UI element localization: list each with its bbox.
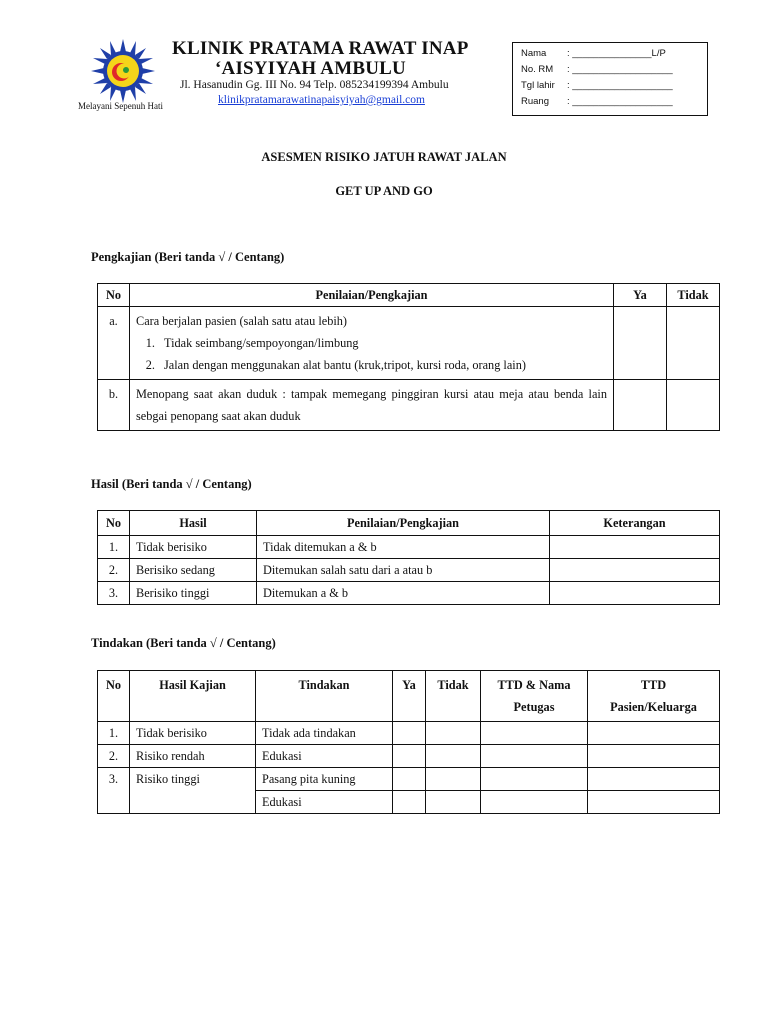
id-value: : ___________________ — [567, 96, 673, 107]
tidak-checkbox-cell[interactable] — [667, 307, 720, 380]
ttd-petugas-cell[interactable] — [481, 722, 588, 745]
keterangan-cell[interactable] — [550, 536, 720, 559]
clinic-tagline: Melayani Sepenuh Hati — [78, 101, 163, 111]
table-row — [98, 722, 720, 745]
id-value: : ___________________ — [567, 64, 673, 75]
action-tindakan: Edukasi — [256, 745, 393, 768]
ya-checkbox-cell[interactable] — [393, 745, 426, 768]
clinic-address: Jl. Hasanudin Gg. III No. 94 Telp. 085234199394 Ambulu — [180, 79, 449, 91]
ttd-pasien-cell[interactable] — [588, 768, 720, 791]
result-hasil: Berisiko tinggi — [130, 582, 257, 605]
id-label: Nama — [521, 48, 547, 59]
table-row — [98, 768, 720, 791]
row-number: a. — [98, 307, 130, 380]
id-row-no-rm[interactable] — [521, 64, 673, 75]
header-no: No — [98, 511, 130, 536]
result-penilaian: Tidak ditemukan a & b — [257, 536, 550, 559]
action-hasil-kajian: Tidak berisiko — [130, 722, 256, 745]
id-value: : _______________L/P — [567, 48, 666, 59]
table-row — [98, 559, 720, 582]
table-row — [98, 307, 720, 380]
table-header-row — [98, 284, 720, 307]
row-number: b. — [98, 380, 130, 431]
action-hasil-kajian: Risiko tinggi — [130, 768, 256, 814]
header-no: No — [98, 671, 130, 722]
action-table — [97, 670, 720, 814]
id-label: Ruang — [521, 96, 549, 107]
header-keterangan: Keterangan — [550, 511, 720, 536]
tidak-checkbox-cell[interactable] — [426, 768, 481, 791]
ya-checkbox-cell[interactable] — [614, 380, 667, 431]
ya-checkbox-cell[interactable] — [393, 768, 426, 791]
tidak-checkbox-cell[interactable] — [426, 791, 481, 814]
clinic-logo — [90, 38, 156, 104]
table-header-row — [98, 671, 720, 722]
id-row-tgl-lahir[interactable] — [521, 80, 673, 91]
list-item: 1. Tidak seimbang/sempoyongan/limbung — [158, 332, 607, 354]
action-tindakan: Edukasi — [256, 791, 393, 814]
row-number: 1. — [98, 536, 130, 559]
header-line: Petugas — [513, 700, 555, 714]
result-penilaian: Ditemukan salah satu dari a atau b — [257, 559, 550, 582]
header-line: Pasien/Keluarga — [610, 700, 697, 714]
header-no: No — [98, 284, 130, 307]
ttd-pasien-cell[interactable] — [588, 791, 720, 814]
sun-crescent-emblem-icon — [90, 38, 156, 104]
table-row — [98, 745, 720, 768]
row-number: 2. — [98, 745, 130, 768]
patient-id-box — [512, 42, 708, 116]
keterangan-cell[interactable] — [550, 559, 720, 582]
tidak-checkbox-cell[interactable] — [667, 380, 720, 431]
assessment-item-b: Menopang saat akan duduk : tampak memegang pinggiran kursi atau meja atau benda lain sebgai penopang saat akan duduk — [130, 380, 614, 431]
id-row-ruang[interactable] — [521, 96, 673, 107]
clinic-name-line2: ‘AISYIYAH AMBULU — [215, 58, 406, 79]
list-item: 2. Jalan dengan menggunakan alat bantu (kruk,tripot, kursi roda, orang lain) — [158, 354, 607, 376]
table-header-row — [98, 511, 720, 536]
table-row — [98, 582, 720, 605]
header-line: TTD — [640, 678, 667, 692]
result-hasil: Tidak berisiko — [130, 536, 257, 559]
row-number: 3. — [98, 768, 130, 814]
assessment-table — [97, 283, 720, 431]
document-subtitle: GET UP AND GO — [335, 184, 433, 198]
table-row — [98, 380, 720, 431]
action-hasil-kajian: Risiko rendah — [130, 745, 256, 768]
ya-checkbox-cell[interactable] — [393, 722, 426, 745]
result-penilaian: Ditemukan a & b — [257, 582, 550, 605]
clinic-name-line1: KLINIK PRATAMA RAWAT INAP — [172, 38, 469, 59]
header-ttd-petugas — [481, 671, 588, 722]
table-row — [98, 536, 720, 559]
id-value: : ___________________ — [567, 80, 673, 91]
header-tidak: Tidak — [667, 284, 720, 307]
keterangan-cell[interactable] — [550, 582, 720, 605]
row-number: 3. — [98, 582, 130, 605]
action-tindakan: Tidak ada tindakan — [256, 722, 393, 745]
id-row-nama[interactable] — [521, 48, 666, 59]
header-hasil: Hasil — [130, 511, 257, 536]
id-label: No. RM — [521, 64, 554, 75]
ya-checkbox-cell[interactable] — [393, 791, 426, 814]
action-tindakan: Pasang pita kuning — [256, 768, 393, 791]
header-penilaian: Penilaian/Pengkajian — [257, 511, 550, 536]
header-tindakan: Tindakan — [256, 671, 393, 722]
action-heading: Tindakan (Beri tanda √ / Centang) — [91, 636, 276, 650]
ttd-petugas-cell[interactable] — [481, 791, 588, 814]
ttd-petugas-cell[interactable] — [481, 745, 588, 768]
result-heading: Hasil (Beri tanda √ / Centang) — [91, 477, 252, 491]
document-title: ASESMEN RISIKO JATUH RAWAT JALAN — [261, 150, 507, 164]
header-line: TTD & Nama — [497, 678, 571, 692]
ttd-pasien-cell[interactable] — [588, 722, 720, 745]
header-ya: Ya — [614, 284, 667, 307]
header-hasil-kajian: Hasil Kajian — [130, 671, 256, 722]
tidak-checkbox-cell[interactable] — [426, 722, 481, 745]
header-penilaian: Penilaian/Pengkajian — [130, 284, 614, 307]
header-tidak: Tidak — [426, 671, 481, 722]
clinic-email-link[interactable]: klinikpratamarawatinapaisyiyah@gmail.com — [218, 94, 425, 106]
ttd-pasien-cell[interactable] — [588, 745, 720, 768]
ttd-petugas-cell[interactable] — [481, 768, 588, 791]
tidak-checkbox-cell[interactable] — [426, 745, 481, 768]
id-label: Tgl lahir — [521, 80, 555, 91]
header-ttd-pasien — [588, 671, 720, 722]
row-number: 1. — [98, 722, 130, 745]
assessment-heading: Pengkajian (Beri tanda √ / Centang) — [91, 250, 285, 264]
result-table — [97, 510, 720, 605]
row-number: 2. — [98, 559, 130, 582]
assessment-item-a — [130, 307, 614, 380]
ya-checkbox-cell[interactable] — [614, 307, 667, 380]
item-text: Cara berjalan pasien (salah satu atau lebih) — [136, 314, 348, 328]
result-hasil: Berisiko sedang — [130, 559, 257, 582]
header-ya: Ya — [393, 671, 426, 722]
